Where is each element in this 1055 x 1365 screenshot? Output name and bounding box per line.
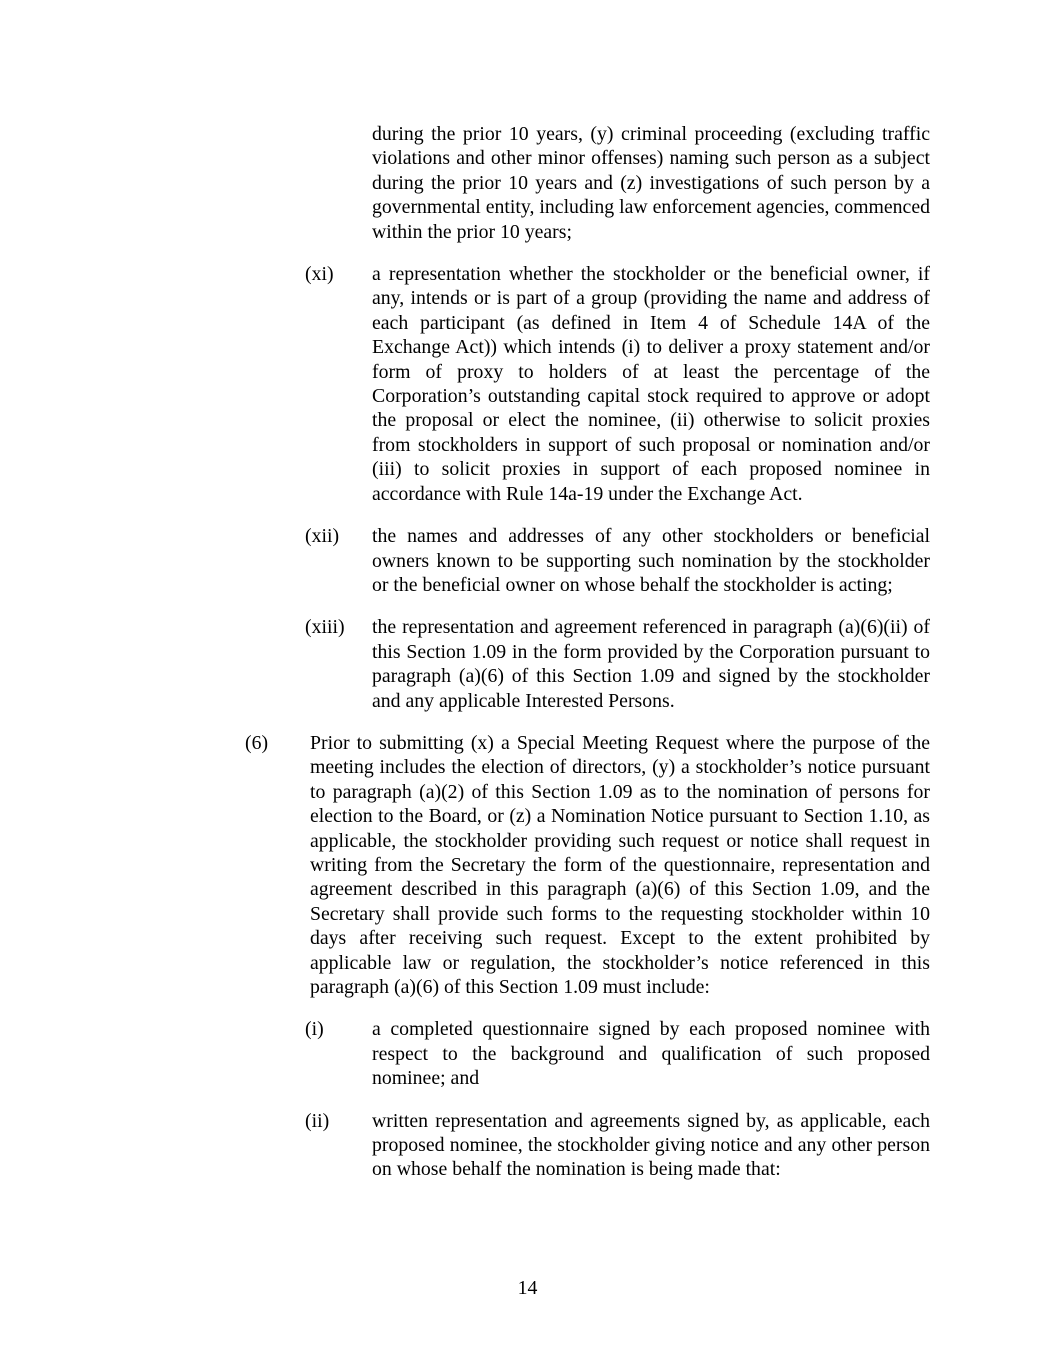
page-number: 14 [517, 1277, 538, 1299]
paragraph-text: a completed questionnaire signed by each proposed nominee with respect to the background and qualification of such proposed nominee; and [372, 1018, 930, 1090]
paragraph-text: a representation whether the stockholder or the beneficial owner, if any, intends or is part of a group (providing the name and address of each participant (as defined in Item 4 of Schedule 14A of the Exchange Act)) which intends (i) to deliver a proxy statement and/or form of proxy to holders of at least the percentage of the Corporation’s outstanding capital stock required to approve or adopt the proposal or elect the nominee, (ii) otherwise to solicit proxies from stockholders in support of such proposal or nomination and/or (iii) to solicit proxies in support of each proposed nominee in accordance with Rule 14a-19 under the Exchange Act. [372, 263, 930, 505]
list-item-6 [245, 731, 1055, 999]
document-body [0, 122, 1055, 1182]
list-marker: (i) [305, 1018, 324, 1041]
paragraph-text: Prior to submitting (x) a Special Meeting Request where the purpose of the meeting includes the election of directors, (y) a stockholder’s notice pursuant to paragraph (a)(2) of this Section 1.09 as to the nomination of persons for election to the Board, or (z) a Nomination Notice pursuant to Section 1.10, as applicable, the stockholder providing such request or notice shall request in writing from the Secretary the form of the questionnaire, representation and agreement described in this paragraph (a)(6) of this Section 1.09, and the Secretary shall provide such forms to the requesting stockholder within 10 days after receiving such request. Except to the extent prohibited by applicable law or regulation, the stockholder’s notice referenced in this paragraph (a)(6) of this Section 1.09 must include: [310, 731, 930, 998]
list-item-ii [305, 1109, 1055, 1182]
paragraph-continuation [372, 122, 1055, 244]
list-item-xii [305, 524, 1055, 597]
paragraph-text: the names and addresses of any other stockholders or beneficial owners known to be supporting such nomination by the stockholder or the beneficial owner on whose behalf the stockholder is acting; [372, 525, 930, 596]
list-item-i [305, 1017, 1055, 1090]
list-marker: (6) [245, 731, 269, 754]
list-item-xiii [305, 615, 1055, 713]
paragraph-text: during the prior 10 years, (y) criminal proceeding (excluding traffic violations and other minor offenses) naming such person as a subject during the prior 10 years and (z) investigations of such person by a governmental entity, including law enforcement agencies, commenced within the prior 10 years; [372, 123, 930, 243]
list-item-xi [305, 262, 1055, 506]
list-marker: (xii) [305, 525, 340, 548]
paragraph-text: the representation and agreement referenced in paragraph (a)(6)(ii) of this Section 1.09 in the form provided by the Corporation pursuant to paragraph (a)(6) of this Section 1.09 and signed by the stockholder and any applicable Interested Persons. [372, 616, 930, 712]
paragraph-text: written representation and agreements signed by, as applicable, each proposed nominee, the stockholder giving notice and any other person on whose behalf the nomination is being made that: [372, 1109, 930, 1181]
list-marker: (xiii) [305, 616, 345, 639]
list-marker: (xi) [305, 263, 334, 286]
list-marker: (ii) [305, 1109, 330, 1132]
